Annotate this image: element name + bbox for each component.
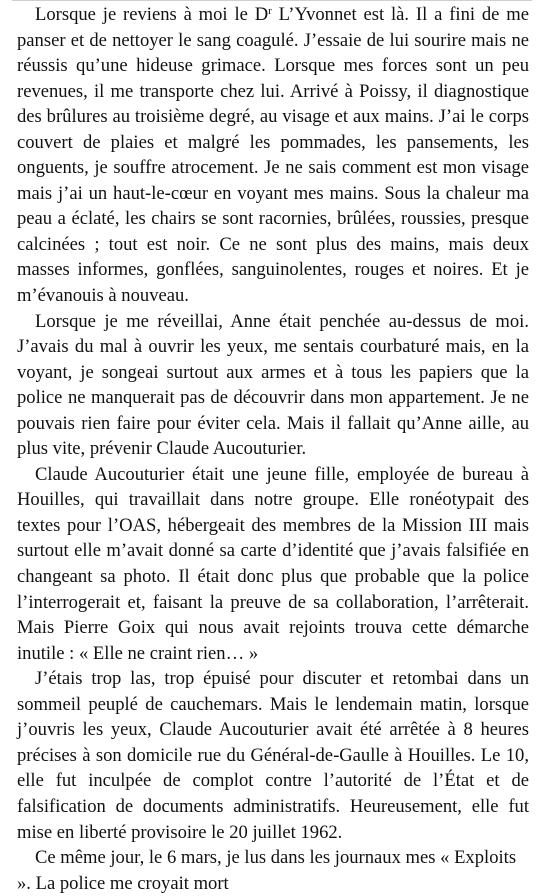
superscript-r: r [268,5,272,17]
paragraph-text: Lorsque je reviens à moi le D [35,4,269,25]
page-top-edge [12,0,532,1]
paragraph: Ce même jour, le 6 mars, je lus dans les journaux mes « Exploits ». La police me croyait mort [17,847,517,894]
paragraph: Claude Aucouturier était une jeune fille, employée de bureau à Houilles, qui travaillait dans notre groupe. Elle ronéotypait des textes pour l’OAS, hébergeait des membres de la Mission III mais surtout elle m’avait donné sa carte d’identité que j’avais falsifiée en changeant sa photo. Il était donc plus que probable que la police l’interrogerait et, faisant la preuve de sa collaboration, l’arrêterait. Mais Pierre Goix qui nous avait rejoints trouva cette démarche inutile : « Elle ne craint rien… » [17,463,529,664]
paragraph-text: L’Yvonnet est là. Il a fini de me panser et de nettoyer le sang coagulé. J’essaie de lui sourire mais ne réussis qu’une hideuse grimace. Lorsque mes forces sont un peu revenues, il me transporte chez lui. Arrivé à Poissy, il diagnostique des brûlures au troisième degré, au visage et aux mains. J’ai le corps couvert de plaies et malgré les pommades, les pansements, les onguents, je souffre atrocement. Je ne sais comment est mon visage mais j’ai un haut-le-cœur en voyant mes mains. Sous la chaleur ma peau a éclaté, les chairs se sont racornies, brûlées, roussies, presque calcinées ; tout est noir. Ce ne sont plus des mains, mais deux masses informes, gonflées, sanguinolentes, rouges et noires. Et je m’évanouis à nouveau. [17,4,529,307]
paragraph: Lorsque je me réveillai, Anne était penchée au-dessus de moi. J’avais du mal à ouvrir les yeux, me sentais courbaturé mais, en la voyant, je songeai surtout aux armes et à tous les papiers que la police ne manquerait pas de découvrir dans mon appartement. Je ne pouvais rien faire pour éviter cela. Mais il fallait qu’Anne aille, au plus vite, prévenir Claude Aucouturier. [17,310,529,460]
text-column [17,2,529,896]
paragraph [17,2,529,309]
paragraph: J’étais trop las, trop épuisé pour discuter et retombai dans un sommeil peuplé de cauchemars. Mais le lendemain matin, lorsque j’ouvris les yeux, Claude Aucouturier avait été arrêtée à 8 heures précises à son domicile rue du Général-de-Gaulle à Houilles. Le 10, elle fut inculpée de complot contre l’autorité de l’État et de falsification de documents administratifs. Heureusement, elle fut mise en liberté provisoire le 20 juillet 1962. [17,668,529,843]
